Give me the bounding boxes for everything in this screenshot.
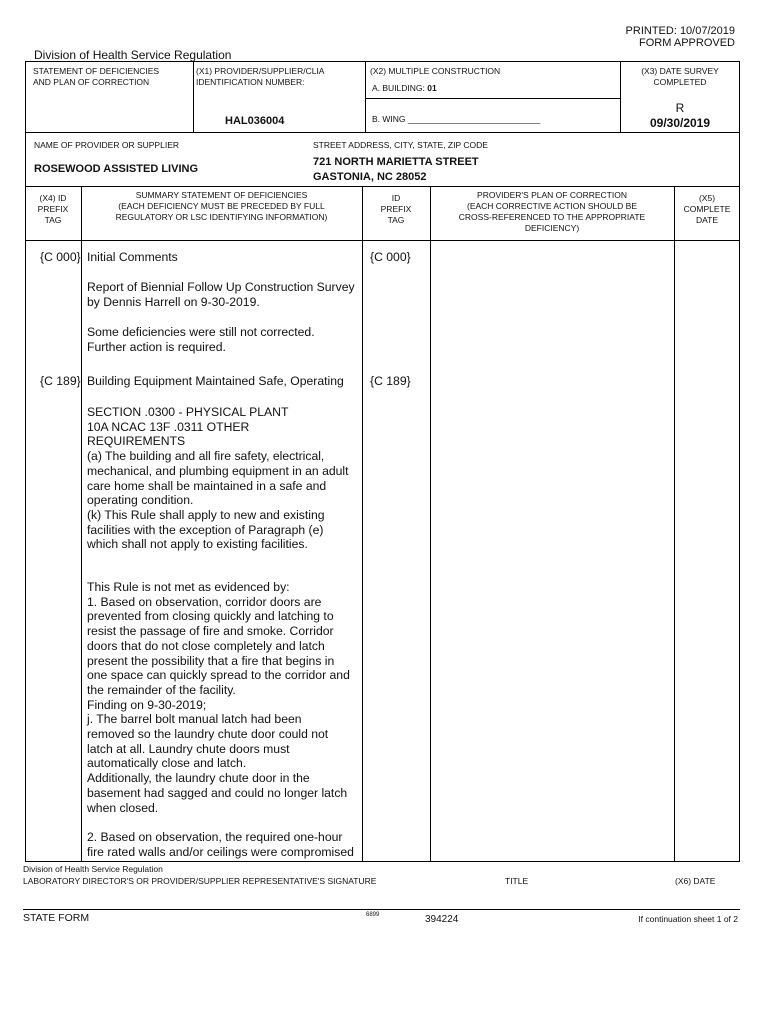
entry-title-c000: Initial Comments (87, 250, 178, 264)
state-form-label: STATE FORM (23, 912, 90, 924)
col-x5-header: (X5) COMPLETE DATE (683, 193, 731, 225)
division-header: Division of Health Service Regulation (34, 48, 232, 62)
wing-field: B. WING ____________________________ (372, 114, 541, 124)
signature-label: LABORATORY DIRECTOR'S OR PROVIDER/SUPPLIER REPRESENTATIVE'S SIGNATURE (23, 876, 377, 886)
building-field: A. BUILDING: 01 (372, 83, 437, 93)
entry-text-c189-1: SECTION .0300 - PHYSICAL PLANT 10A NCAC 13F .0311 OTHER REQUIREMENTS (a) The building and all fire safety, electrical, mechanical, and plumbing equipment in an adult care home shall be maintained in a safe and operating condition. (k) This Rule shall apply to new and existing facilities with the exception of Paragraph (e) which shall not apply to existing facilities. (87, 405, 349, 552)
provider-name: ROSEWOOD ASSISTED LIVING (34, 163, 198, 175)
form-approved: FORM APPROVED (639, 37, 735, 49)
address-line-1: 721 NORTH MARIETTA STREET (313, 156, 479, 168)
tag-c189: {C 189} (40, 374, 81, 388)
entry-text-c189-3: 2. Based on observation, the required one-hour fire rated walls and/or ceilings were compromised (87, 830, 354, 859)
tag-c000: {C 000} (40, 250, 81, 264)
entry-title-c189: Building Equipment Maintained Safe, Operating (87, 374, 344, 388)
x3-label: (X3) DATE SURVEY COMPLETED (641, 66, 719, 87)
provider-id: HAL036004 (225, 115, 285, 127)
id-tag-c000: {C 000} (370, 250, 411, 264)
x1-label: (X1) PROVIDER/SUPPLIER/CLIA IDENTIFICATION NUMBER: (196, 66, 325, 87)
x3-r: R (675, 101, 685, 115)
statement-label: STATEMENT OF DEFICIENCIES AND PLAN OF CORRECTION (33, 66, 160, 87)
col-summary-header: SUMMARY STATEMENT OF DEFICIENCIES (EACH DEFICIENCY MUST BE PRECEDED BY FULL REGULATORY OR LSC IDENTIFYING INFORMATION) (115, 190, 328, 222)
col-plan-header: PROVIDER'S PLAN OF CORRECTION (EACH CORRECTIVE ACTION SHOULD BE CROSS-REFERENCED TO THE APPROPRIATE DEFICIENCY) (458, 190, 646, 233)
entry-text-c000-1: Report of Biennial Follow Up Construction Survey by Dennis Harrell on 9-30-2019. (87, 280, 355, 309)
x2-label: (X2) MULTIPLE CONSTRUCTION (370, 66, 501, 76)
title-label: TITLE (505, 876, 529, 886)
survey-date: 09/30/2019 (649, 116, 711, 130)
address-label: STREET ADDRESS, CITY, STATE, ZIP CODE (313, 140, 488, 150)
entry-text-c189-2: This Rule is not met as evidenced by: 1. Based on observation, corridor doors are prevented from closing quickly and latching to resist the passage of fire and smoke. Corridor doors that do not close completely and latch present the possibility that a fire that begins in one space can quickly spread to the corridor and the remainder of the facility. Finding on 9-30-2019; j. The barrel bolt manual latch had been removed so the laundry chute door could not latch at all. Laundry chute doors must automatically close and latch. Additionally, the laundry chute door in the basement had sagged and could no longer latch when closed. (87, 580, 350, 815)
col-x4-header: (X4) ID PREFIX TAG (37, 193, 69, 225)
continuation-sheet: If continuation sheet 1 of 2 (638, 914, 738, 924)
form-code: 6899 (366, 912, 380, 918)
col-id-header: ID PREFIX TAG (380, 193, 412, 225)
printed-date: PRINTED: 10/07/2019 (625, 25, 735, 37)
entry-text-c000-2: Some deficiencies were still not corrected. Further action is required. (87, 325, 315, 354)
x6-date-label: (X6) DATE (675, 876, 716, 886)
provider-name-label: NAME OF PROVIDER OR SUPPLIER (34, 140, 179, 150)
address-line-2: GASTONIA, NC 28052 (313, 171, 427, 183)
form-id: 394224 (425, 914, 459, 925)
footer-division: Division of Health Service Regulation (23, 864, 163, 874)
id-tag-c189: {C 189} (370, 374, 411, 388)
